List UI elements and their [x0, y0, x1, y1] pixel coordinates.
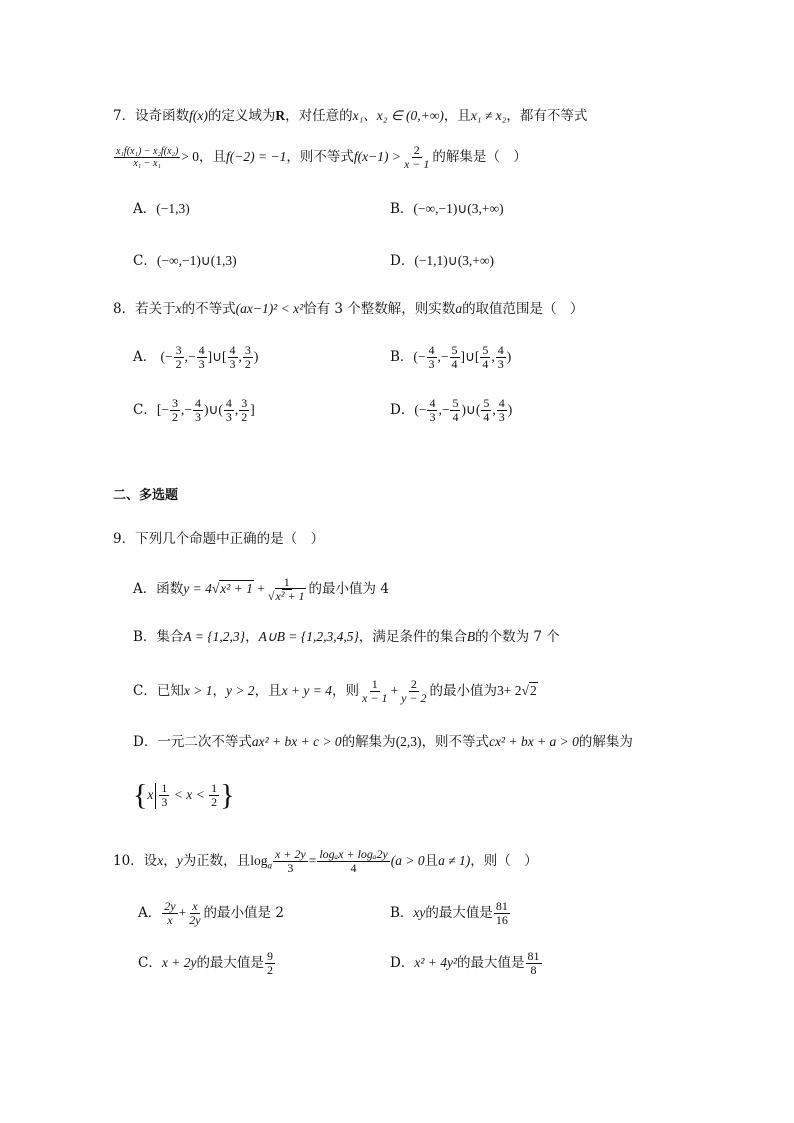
q9-c-text-a: 已知 [156, 683, 184, 699]
q9-c-val-rad: 2 [529, 683, 537, 698]
q9-c-plus: + [390, 683, 399, 698]
q8-b-cup: ]∪[ [460, 349, 480, 364]
q10-text-a: 10．设 [113, 853, 158, 869]
q8-a-frac1 [174, 344, 184, 371]
q9-c-f1-den: x − 1 [362, 691, 388, 705]
frac-num: 4 [198, 343, 205, 357]
q9-d-frac2 [209, 782, 219, 809]
q8-d-close: ) [507, 402, 513, 417]
q8-d-sep: ,− [438, 402, 450, 417]
frac-num: 5 [482, 343, 489, 357]
frac-den: 2 [175, 357, 182, 371]
q7-fraction2 [402, 144, 431, 171]
frac-num: x [192, 899, 198, 913]
q8-option-b[interactable] [390, 343, 511, 371]
q9-a-label: A． [133, 581, 157, 597]
q10-a-plus: + [178, 905, 187, 920]
frac-den: 2 [266, 963, 273, 977]
q8-b-label: B． [390, 349, 414, 365]
q9-d-set-bar [155, 783, 156, 809]
q9-a-frac-den: √x² + 1 [267, 589, 305, 603]
q8-a-label: A． [133, 349, 157, 365]
q7-gt0: > 0 [181, 149, 200, 164]
q7-stem-text: 7．设奇函数 [113, 108, 190, 124]
q9-b-text-a: 集合 [156, 629, 184, 645]
frac-den: 3 [497, 357, 504, 371]
frac-den: 2 [244, 357, 251, 371]
q10-d-frac [526, 950, 542, 977]
q8-a-cup: ]∪[ [207, 349, 227, 364]
q10-c-label: C． [138, 955, 162, 971]
q9-b-union: A∪B = {1,2,3,4,5} [258, 629, 359, 644]
q8-c-open: [− [156, 402, 169, 417]
q7-text-f: ，且 [199, 149, 227, 165]
frac-num: 4 [194, 396, 201, 410]
q8-d-cup: )∪( [461, 402, 481, 417]
q10-cond: (a > 0 [390, 853, 425, 868]
q8-text-b: 的不等式 [181, 301, 236, 317]
frac-den: 2 [241, 410, 248, 424]
q10-f2-den: 4 [350, 861, 357, 875]
q9-d-ineq: ax² + bx + c > 0 [251, 734, 342, 749]
q10-d-text: 的最大值是 [457, 955, 525, 971]
q9-c-f2-den: y − 2 [401, 691, 427, 705]
q9-d-interval: (2,3) [395, 734, 422, 749]
q7-x1x2: x₁、x₂ ∈ (0,+∞) [352, 108, 444, 123]
frac-num: 3 [241, 396, 248, 410]
frac-den: 3 [429, 410, 436, 424]
q10-eq: = [308, 853, 317, 868]
q8-b-sep: ,− [437, 349, 449, 364]
q9-a-frac [266, 576, 308, 603]
q10-frac2 [317, 848, 389, 875]
q8-c-close: ] [250, 402, 255, 417]
frac-num: 4 [429, 396, 436, 410]
q9-c-val: 3+ 2√ [497, 683, 529, 698]
q7-a-value: (−1,3) [156, 201, 190, 216]
q9-d-ineq2: cx² + bx + a > 0 [489, 734, 579, 749]
q8-a-comma: , [238, 349, 242, 364]
q10-a-frac2 [187, 900, 202, 927]
q10-f-den: 3 [287, 861, 294, 875]
q8-c-sep: ,− [180, 402, 192, 417]
q10-cond2: a ≠ 1) [438, 853, 471, 868]
q9-c-frac1 [360, 678, 389, 705]
q9-a-frac-den-rad: x² + 1 [275, 589, 305, 603]
q7-frac-den: x₁ − x₁ [133, 158, 161, 169]
q9-d-solution-set [133, 778, 235, 812]
q9-d-text-a: 一元二次不等式 [157, 734, 252, 750]
q7-frac-num: x₁f(x₁) − x₂f(x₂) [116, 146, 179, 157]
frac-den: 8 [530, 963, 537, 977]
q9-a-text-b: 的最小值为 4 [308, 581, 389, 597]
frac-num: 81 [495, 899, 508, 913]
q9-a-text: 函数 [156, 581, 184, 597]
frac-den: 3 [229, 357, 236, 371]
q9-stem: 9．下列几个命题中正确的是（ ） [113, 531, 325, 547]
q9-option-a[interactable] [133, 574, 389, 604]
frac-den: 3 [198, 357, 205, 371]
frac-num: 3 [171, 396, 178, 410]
frac-den: x [167, 913, 173, 927]
q9-a-plus: + [253, 581, 265, 596]
q7-d-value: (−1,1)∪(3,+∞) [414, 253, 495, 268]
q10-text-c: 为正数，且 [182, 853, 251, 869]
frac-num: 1 [161, 781, 168, 795]
q10-a-text: 的最小值是 2 [203, 905, 284, 921]
q8-c-frac2 [193, 397, 203, 424]
q7-neq: x₁ ≠ x₂ [470, 108, 507, 123]
q9-c-frac2 [399, 678, 428, 705]
q10-log: log [250, 853, 268, 868]
q7-frac2-den: x − 1 [403, 157, 430, 171]
frac-den: 3 [161, 795, 168, 809]
q9-c-text-e: 的最小值为 [429, 683, 498, 699]
q7-text-e: ，都有不等式 [506, 108, 588, 124]
q9-b-B: B [466, 629, 476, 644]
q9-d-text-c: ，则不等式 [421, 734, 490, 750]
q8-c-frac3 [224, 397, 234, 424]
frac-num: 4 [498, 396, 505, 410]
q10-b-xy: xy [413, 905, 426, 920]
frac-den: 3 [194, 410, 201, 424]
q10-option-a[interactable] [138, 898, 284, 928]
q7-option-c[interactable] [133, 251, 237, 271]
q10-option-c[interactable] [138, 948, 276, 978]
frac-den: 4 [451, 357, 458, 371]
q9-c-text-b: ， [212, 683, 226, 699]
q10-option-d[interactable] [390, 948, 543, 978]
frac-den: 3 [498, 410, 505, 424]
q8-b-open: (− [413, 349, 426, 364]
q9-a-radicand: x² + 1 [220, 581, 253, 596]
q8-c-label: C． [133, 402, 157, 418]
q9-c-y: y > 2 [225, 683, 255, 698]
q7-stem-line1 [113, 106, 587, 126]
frac-num: 5 [483, 396, 490, 410]
q8-b-frac1 [427, 344, 437, 371]
q8-option-a[interactable] [133, 343, 258, 371]
q7-option-a[interactable] [133, 199, 190, 219]
frac-den: 4 [483, 410, 490, 424]
q7-cond: f(−2) = −1 [226, 149, 287, 164]
q7-ineq: f(x−1) > [353, 149, 401, 164]
q10-b-text: 的最大值是 [425, 905, 493, 921]
q9-b-text-c: ，满足条件的集合 [358, 629, 467, 645]
q7-text-c: ，对任意的 [285, 108, 353, 124]
frac-num: 4 [229, 343, 236, 357]
q9-d-brace-right: } [220, 778, 235, 812]
frac-num: 4 [225, 396, 232, 410]
q8-b-close: ) [506, 349, 512, 364]
q9-d-set-x: x [147, 787, 154, 802]
q7-stem-line2 [113, 144, 527, 171]
q8-stem [113, 299, 584, 319]
frac-num: 81 [527, 949, 540, 963]
q10-a-label: A． [138, 905, 162, 921]
q9-a-expr: y = 4√ [183, 581, 220, 596]
q8-text-a: 8．若关于 [113, 301, 176, 317]
q9-d-brace-left: { [133, 778, 148, 812]
frac-den: 4 [452, 410, 459, 424]
q8-a-frac2 [197, 344, 207, 371]
frac-den: 2y [189, 913, 201, 927]
q9-c-x: x > 1 [183, 683, 213, 698]
q9-option-b[interactable] [133, 627, 560, 647]
q8-d-comma: , [492, 402, 496, 417]
q8-a: a [455, 301, 463, 316]
frac-num: 4 [497, 343, 504, 357]
frac-num: 3 [175, 343, 182, 357]
q9-option-d[interactable] [133, 732, 633, 752]
q9-c-text-c: ，且 [254, 683, 282, 699]
q9-b-set: A = {1,2,3} [183, 629, 246, 644]
q9-d-lt: < x < [170, 787, 209, 802]
q10-c-expr: x + 2y [161, 955, 197, 970]
q7-c-label: C． [133, 253, 157, 269]
frac-num: 5 [452, 396, 459, 410]
section-heading: 二、多选题 [113, 488, 179, 503]
q8-d-frac1 [427, 397, 437, 424]
q9-d-text-b: 的解集为 [341, 734, 396, 750]
q10-stem [113, 846, 538, 881]
q7-fraction [114, 146, 180, 169]
q7-text-g: ，则不等式 [286, 149, 354, 165]
q10-y: y [176, 853, 183, 868]
q7-c-value: (−∞,−1)∪(1,3) [156, 253, 237, 268]
q7-b-label: B． [390, 201, 414, 217]
q9-c-f1-num: 1 [371, 677, 378, 691]
q10-log-base: a [267, 860, 272, 871]
frac-num: 5 [451, 343, 458, 357]
frac-den: 3 [428, 357, 435, 371]
q10-c-text: 的最大值是 [196, 955, 264, 971]
q10-f-num: x + 2y [274, 847, 306, 861]
frac-num: 4 [428, 343, 435, 357]
q8-x: x [175, 301, 182, 316]
q9-b-label: B． [133, 629, 157, 645]
q8-a-sep: ,− [184, 349, 196, 364]
q7-frac2-num: 2 [413, 143, 420, 157]
q10-f2-num: logₐx + logₐ2y [319, 847, 388, 861]
q9-b-text-d: 的个数为 7 个 [475, 629, 560, 645]
q9-c-f2-num: 2 [410, 677, 417, 691]
q7-text-d: ，且 [443, 108, 471, 124]
q10-d-label: D． [390, 955, 415, 971]
q8-d-open: (− [414, 402, 427, 417]
q8-b-frac3 [480, 344, 490, 371]
q9-d-frac1 [159, 782, 169, 809]
q8-a-open: (− [160, 349, 173, 364]
q7-text-b: 的定义域为 [207, 108, 276, 124]
q8-b-frac2 [450, 344, 460, 371]
q7-d-label: D． [390, 253, 415, 269]
q8-option-c[interactable] [133, 396, 255, 424]
frac-den: 3 [225, 410, 232, 424]
q7-fx: f(x) [189, 108, 208, 123]
q10-frac1 [273, 848, 308, 875]
frac-den: 16 [495, 913, 508, 927]
q7-R: R [275, 108, 286, 123]
frac-num: 1 [211, 781, 218, 795]
frac-den: 2 [211, 795, 218, 809]
q8-ineq: (ax−1)² < x² [235, 301, 304, 316]
q9-b-text-b: ， [245, 629, 259, 645]
q8-d-frac2 [450, 397, 460, 424]
q7-a-label: A． [133, 201, 157, 217]
q8-d-frac4 [497, 397, 507, 424]
q9-c-sum: x + y = 4 [281, 683, 333, 698]
q10-a-frac1 [162, 900, 177, 927]
q8-option-d[interactable] [390, 396, 512, 424]
q9-option-c[interactable] [133, 676, 538, 706]
frac-den: 4 [482, 357, 489, 371]
q10-text-d: 且 [424, 853, 439, 869]
q9-d-text-d: 的解集为 [578, 734, 633, 750]
q8-c-cup: )∪( [203, 402, 223, 417]
q8-b-frac4 [496, 344, 506, 371]
q8-text-d: 的取值范围是（ ） [462, 301, 584, 317]
q10-text-e: ，则（ ） [470, 853, 538, 869]
q10-b-frac [494, 900, 510, 927]
q8-d-frac3 [481, 397, 491, 424]
q8-c-comma: , [234, 402, 239, 417]
q8-d-label: D． [390, 402, 415, 418]
q9-c-label: C． [133, 683, 157, 699]
q8-a-frac4 [243, 344, 253, 371]
frac-num: 2y [164, 899, 176, 913]
q10-option-b[interactable] [390, 898, 511, 928]
q7-b-value: (−∞,−1)∪(3,+∞) [413, 201, 504, 216]
q10-c-frac [265, 950, 275, 977]
q8-a-frac3 [228, 344, 238, 371]
q10-x: x [157, 853, 164, 868]
q8-text-c: 恰有 3 个整数解，则实数 [303, 301, 456, 317]
q7-option-b[interactable] [390, 199, 504, 219]
q9-d-label: D． [133, 734, 158, 750]
q8-b-comma: , [491, 349, 495, 364]
q8-c-frac4 [239, 397, 249, 424]
q7-option-d[interactable] [390, 251, 494, 271]
q10-text-b: ， [163, 853, 177, 869]
frac-num: 9 [266, 949, 273, 963]
q7-text-h: 的解集是（ ） [432, 149, 527, 165]
q8-c-frac1 [170, 397, 180, 424]
q10-b-label: B． [390, 905, 414, 921]
q8-a-close: ) [253, 349, 259, 364]
q9-a-frac-num: 1 [283, 575, 290, 589]
frac-den: 2 [171, 410, 178, 424]
q9-c-text-d: ，则 [332, 683, 360, 699]
q10-d-expr: x² + 4y² [414, 955, 458, 970]
frac-num: 3 [244, 343, 251, 357]
